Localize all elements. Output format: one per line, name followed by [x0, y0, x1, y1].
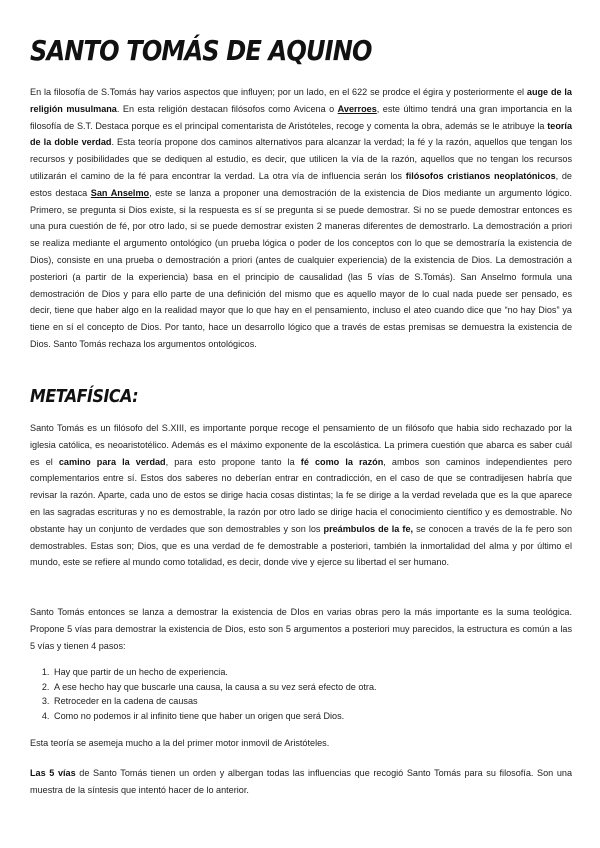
- intro-text-1: En la filosofía de S.Tomás hay varios aspectos que influyen; por un lado, en el 622 se prodce el égira y posteriormente el: [30, 87, 527, 97]
- intro-bold-averroes: Averroes: [337, 103, 377, 114]
- list-item: 4. Como no podemos ir al infinito tiene que haber un origen que será Dios.: [52, 709, 592, 724]
- intro-paragraph: [30, 84, 572, 353]
- meta-bold-preambulos: preámbulos de la fe,: [323, 523, 414, 534]
- metafisica-paragraph: [30, 420, 572, 571]
- list-item: 2. A ese hecho hay que buscarle una causa, la causa a su vez será efecto de otra.: [52, 680, 592, 695]
- intro-text-5: , de estos destaca: [30, 170, 572, 198]
- section-title: METAFÍSICA:: [30, 386, 139, 407]
- intro-text-2: . En esta religión destacan filósofos como Avicena o: [116, 103, 338, 114]
- closing-text: de Santo Tomás tienen un orden y albergan todas las influencias que recogió Santo Tomás para su filosofía. Son una muestra de la síntesis que intentó hacer de lo anterior.: [30, 768, 572, 795]
- meta-text-1: Santo Tomás es un filósofo del S.XIII, es importante porque recoge el pensamiento de un filósofo que habia sido rechazado por la iglesia católica, es neoaristotélico. Además es el máximo exponente de la escolástica. La primera cuestión que abarca es saber cuál es el: [30, 423, 572, 467]
- intro-bold-neoplatonicos: filósofos cristianos neoplatónicos: [405, 170, 556, 181]
- vias-intro-paragraph: Santo Tomás entonces se lanza a demostrar la existencia de DIos en varias obras pero la más importante es la suma teológica. Propone 5 vías para demostrar la existencia de Dios, esto son 5 argumentos a posteriori muy parecidos, la estructura es común a las 5 vías y tienen 4 pasos:: [30, 607, 572, 651]
- list-item: 1. Hay que partir de un hecho de experiencia.: [52, 665, 592, 680]
- intro-text-6: , este se lanza a proponer una demostración de la existencia de Dios mediante un argumento lógico. Primero, se pregunta si Dios existe, si la respuesta es sí se pregunta si se puede demostrar. Si no se puede demostrar entonces es una pura cuestión de fé, por otro lado, si se puede demostrar existen 2 maneras diferentes de demostrarlo. La demostración a priori se realiza mediante el argumento ontológico (un prueba lógica o poder de los conceptos con lo que se demostraría la existencia de Dios), consiste en una prueba o demostración a priori (antes de cualquier experiencia) de la existencia de Dios. La demostración a posteriori (a partir de la experiencia) basa en el principio de causalidad (las 5 vías de S.Tomás). San Anselmo formula una demostración de Dios y para ello parte de una definición del mismo que es aquello mayor de lo cual nada puede ser pensado, es decir, tiene que haber algo en la realidad mayor que lo que hay en el pensamiento, incluso el ateo cuando dice que “no hay Dios” ya tiene en sí el concepto de Dios. Por tanto, hace un desarrollo lógico que a través de estas premisas se demuestra la existencia de Dios. Santo Tomás rechaza los argumentos ontológicos.: [30, 187, 572, 349]
- intro-bold-doble-verdad: teoría de la doble verdad: [30, 120, 572, 148]
- meta-bold-camino: camino para la verdad: [58, 456, 166, 467]
- meta-text-3: , ambos son caminos independientes pero complementarios entre sí. Estos dos saberes no deberían entrar en contradicción, en el caso de que se contradijesen habría que revisar la razón. Aparte, cada uno de estos se dirige hacia cosas distintas; la fe se dirige a la verdad revelada que es la que aparece en las sagradas escrituras y no es demostrable, la razón por otro lado se dirige hacia el conocimiento científico y es demostrable. No obstante hay un conjunto de verdades que son demostrables y son los: [30, 456, 572, 534]
- intro-bold-islam: auge de la religión musulmana: [30, 87, 572, 114]
- closing-paragraph: [30, 765, 572, 799]
- intro-text-4: . Esta teoría propone dos caminos alternativos para alcanzar la verdad; la fé y la razón, aquellos que tengan los recursos y posibilidades que se dediquen al estudio, es decir, que utilicen la vía de la razón, aquellos que no tengan los recursos utilizarán el camino de la fé para encontrar la verdad. La otra vía de influencia serán los: [30, 137, 572, 181]
- meta-text-2: , para esto propone tanto la: [165, 456, 301, 467]
- resemble-paragraph: Esta teoría se asemeja mucho a la del primer motor inmovil de Aristóteles.: [30, 738, 330, 748]
- closing-bold-5-vias: Las 5 vías: [30, 768, 76, 778]
- meta-text-4: se conocen a través de la fe pero son demostrables. Estas son; Dios, que es una verdad de fe demostrable a posteriori, también la inmortalidad del alma y por último el mundo, este se refiere al mundo como totalidad, es decir, donde vive y ejerce su libertad el ser humano.: [30, 523, 573, 568]
- intro-bold-san-anselmo: San Anselmo: [90, 187, 150, 198]
- meta-bold-fe-razon: fé como la razón: [300, 456, 384, 467]
- intro-text-3: , este último tendrá una gran importancia en la filosofía de S.T. Destaca porque es el principal comentarista de Aristóteles, recoge y comenta la obra, además se le atribuye la: [30, 103, 572, 131]
- steps-list: [30, 665, 592, 723]
- list-item: 3. Retroceder en la cadena de causas: [52, 694, 592, 709]
- page-title: SANTO TOMÁS DE AQUINO: [30, 34, 372, 67]
